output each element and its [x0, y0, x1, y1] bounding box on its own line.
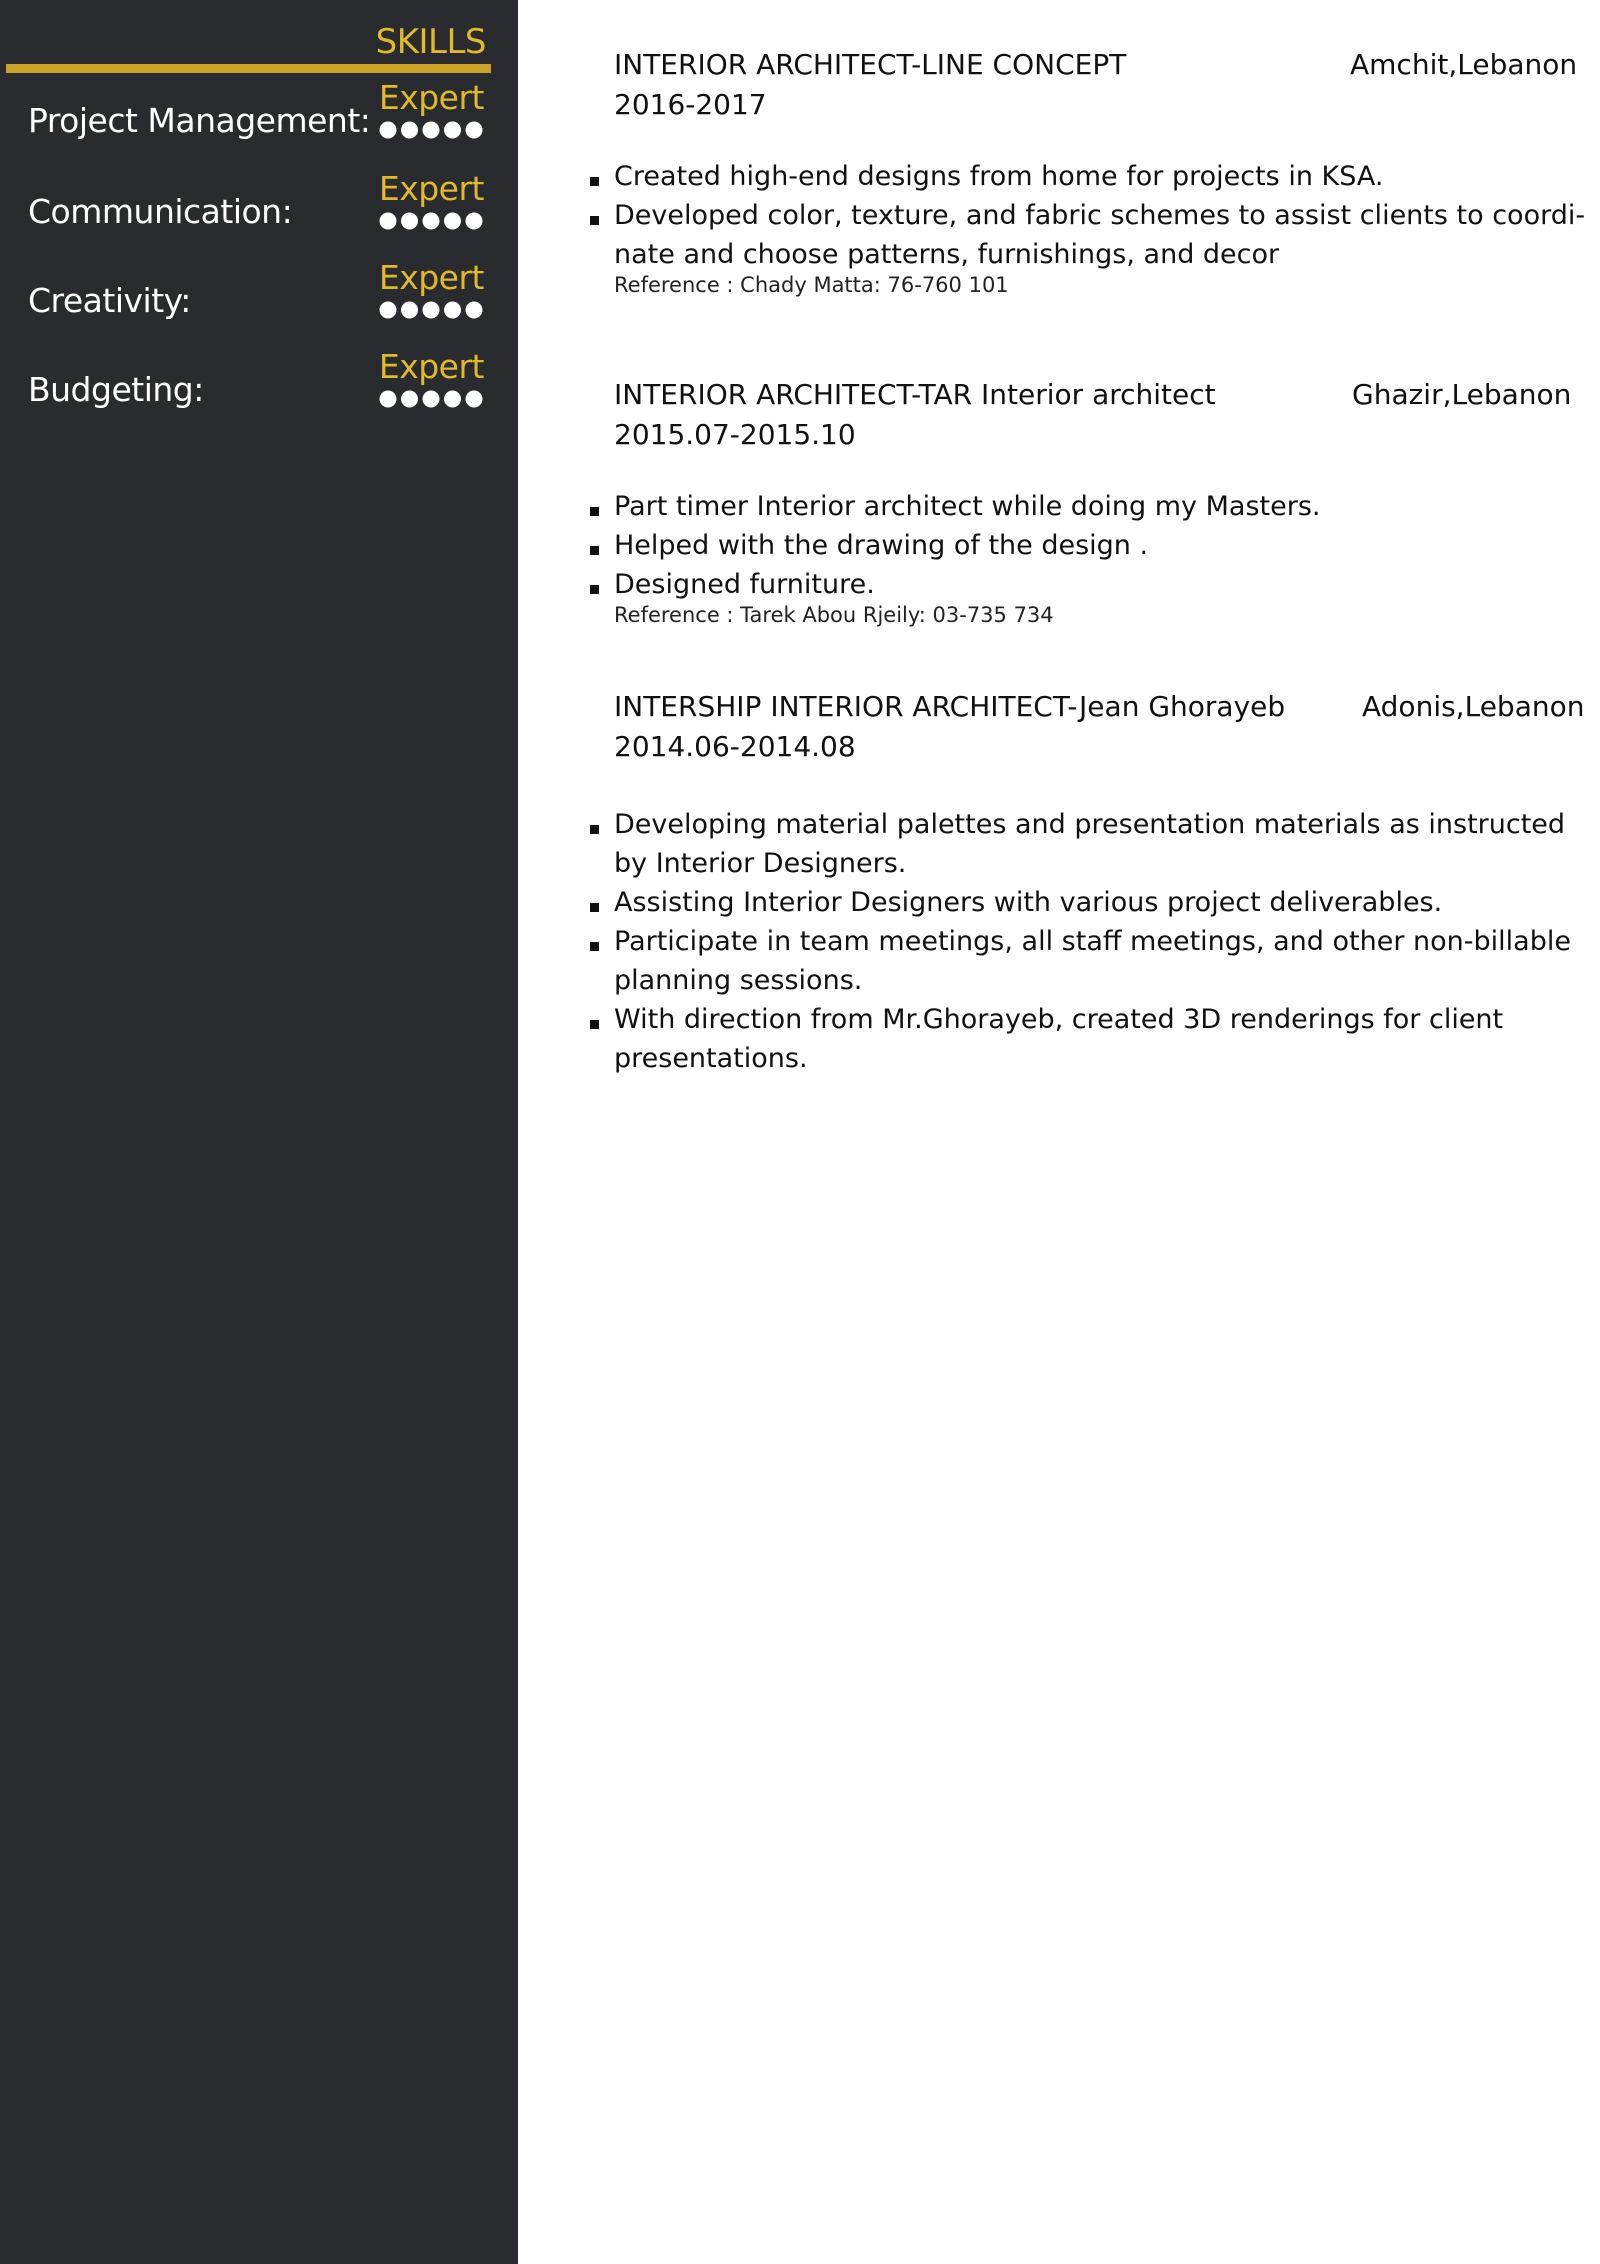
skill-name: Project Management: — [28, 101, 371, 140]
job-reference: Reference : Tarek Abou Rjeily: 03-735 734 — [614, 603, 1054, 627]
rating-dot — [380, 391, 397, 408]
bullet-icon — [590, 585, 599, 594]
list-item — [614, 565, 1594, 604]
list-item — [614, 196, 1594, 274]
rating-dot — [466, 213, 483, 230]
job-entry-jean-ghorayeb — [614, 690, 1594, 1078]
skill-row-budgeting — [0, 347, 518, 417]
list-item — [614, 883, 1594, 922]
list-item — [614, 805, 1594, 883]
list-item — [614, 922, 1594, 1000]
job-entry-tar — [614, 378, 1594, 630]
job-dates: 2014.06-2014.08 — [614, 730, 856, 763]
skill-level: Expert — [378, 78, 484, 117]
skill-row-creativity — [0, 258, 518, 328]
bullet-icon — [590, 507, 599, 516]
skill-name: Communication: — [28, 192, 293, 231]
job-location: Adonis,Lebanon — [1362, 690, 1585, 723]
job-dates: 2016-2017 — [614, 88, 767, 121]
bullet-text: With direction from Mr.Ghorayeb, created 3D renderings for client presentations. — [614, 1004, 1504, 1074]
rating-dot — [444, 213, 461, 230]
job-location: Ghazir,Lebanon — [1352, 378, 1572, 411]
bullet-icon — [590, 942, 599, 951]
rating-dot — [444, 122, 461, 139]
bullet-text: Designed furniture. — [614, 569, 875, 600]
bullet-icon — [590, 1020, 599, 1029]
bullet-icon — [590, 177, 599, 186]
rating-dot — [423, 122, 440, 139]
list-item — [614, 157, 1594, 196]
skill-level: Expert — [378, 169, 484, 208]
skill-level: Expert — [378, 258, 484, 297]
rating-dot — [423, 213, 440, 230]
job-location: Amchit,Lebanon — [1350, 48, 1578, 81]
rating-dot — [380, 213, 397, 230]
rating-dot — [466, 391, 483, 408]
skill-name: Budgeting: — [28, 370, 204, 409]
job-dates: 2015.07-2015.10 — [614, 418, 856, 451]
rating-dot — [466, 122, 483, 139]
job-reference: Reference : Chady Matta: 76-760 101 — [614, 273, 1009, 297]
skills-title: SKILLS — [375, 22, 486, 62]
rating-dots — [378, 389, 484, 409]
job-role: INTERSHIP INTERIOR ARCHITECT-Jean Ghorayeb — [614, 690, 1286, 723]
rating-dot — [466, 302, 483, 319]
job-role: INTERIOR ARCHITECT-LINE CONCEPT — [614, 48, 1127, 81]
rating-dot — [423, 391, 440, 408]
rating-dot — [401, 213, 418, 230]
skill-row-project-management — [0, 78, 518, 148]
rating-dot — [401, 302, 418, 319]
rating-dot — [401, 391, 418, 408]
rating-dot — [444, 302, 461, 319]
job-role: INTERIOR ARCHITECT-TAR Interior architect — [614, 378, 1216, 411]
job-bullets — [614, 157, 1594, 274]
rating-dot — [380, 122, 397, 139]
job-bullets — [614, 487, 1594, 604]
skill-level: Expert — [378, 347, 484, 386]
bullet-icon — [590, 903, 599, 912]
list-item — [614, 526, 1594, 565]
list-item — [614, 487, 1594, 526]
job-entry-line-concept — [614, 48, 1594, 300]
bullet-text: Developing material palettes and presentation materials as instructed by Interior Designers. — [614, 809, 1566, 879]
rating-dots — [378, 300, 484, 320]
sidebar — [0, 0, 518, 2264]
rating-dot — [401, 122, 418, 139]
rating-dots — [378, 211, 484, 231]
bullet-text: Developed color, texture, and fabric schemes to assist clients to coordi-nate and choose patterns, furnishings, and decor — [614, 200, 1586, 270]
skill-row-communication — [0, 169, 518, 239]
bullet-icon — [590, 216, 599, 225]
bullet-text: Assisting Interior Designers with various project deliverables. — [614, 887, 1443, 918]
rating-dot — [444, 391, 461, 408]
list-item — [614, 1000, 1594, 1078]
bullet-icon — [590, 825, 599, 834]
bullet-icon — [590, 546, 599, 555]
bullet-text: Participate in team meetings, all staff meetings, and other non-billable planning sessions. — [614, 926, 1571, 996]
skill-name: Creativity: — [28, 281, 191, 320]
bullet-text: Created high-end designs from home for projects in KSA. — [614, 161, 1384, 192]
bullet-text: Part timer Interior architect while doing my Masters. — [614, 491, 1321, 522]
skills-divider — [6, 64, 491, 73]
bullet-text: Helped with the drawing of the design . — [614, 530, 1149, 561]
rating-dots — [378, 120, 484, 140]
job-bullets — [614, 805, 1594, 1078]
rating-dot — [380, 302, 397, 319]
rating-dot — [423, 302, 440, 319]
